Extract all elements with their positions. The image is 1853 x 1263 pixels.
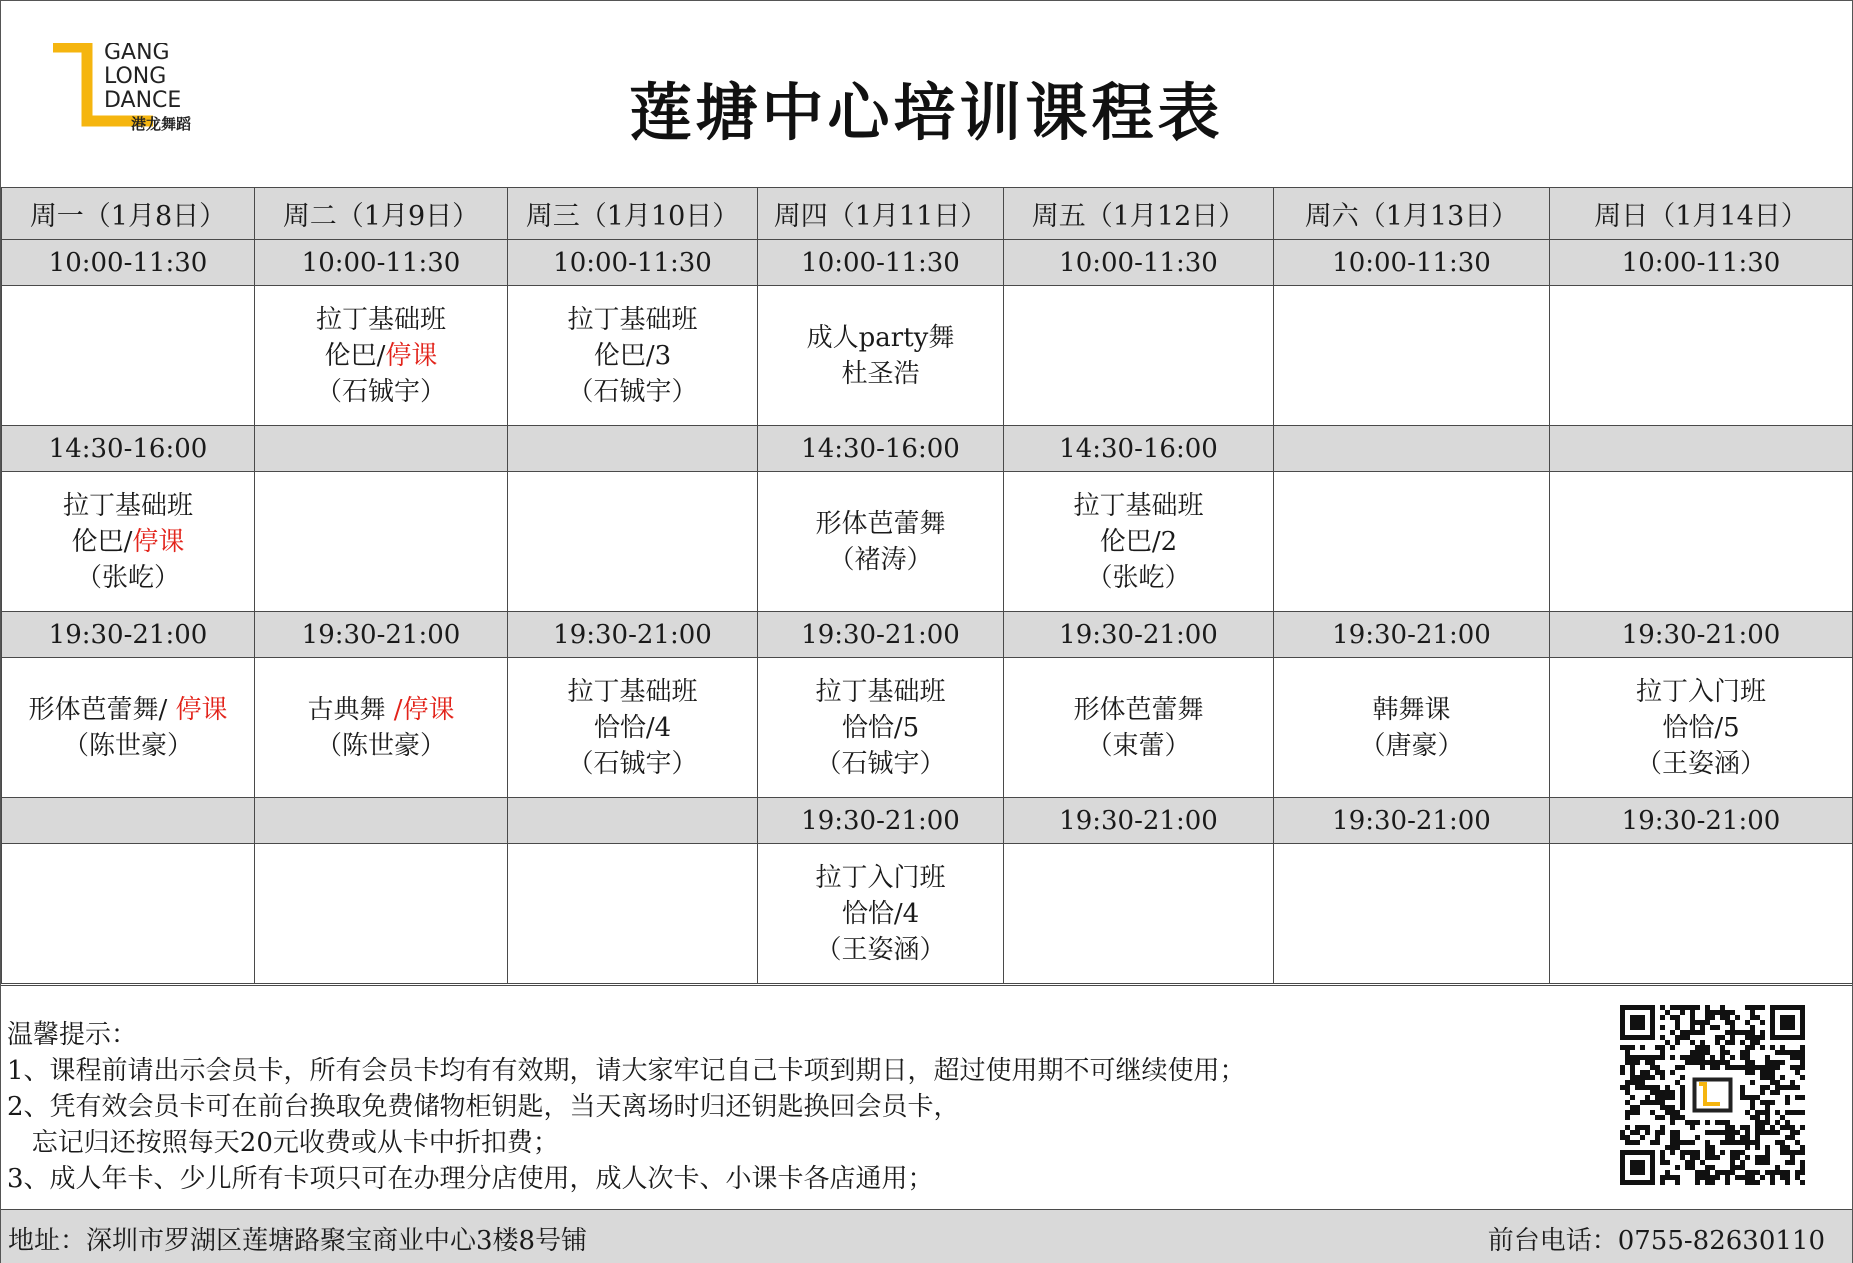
class-cell <box>2 286 255 426</box>
class-text: （陈世豪） <box>315 730 446 761</box>
time-slot-row <box>2 426 1853 472</box>
class-line <box>758 542 1003 578</box>
class-text: （褚涛） <box>828 544 933 575</box>
time-slot: 14:30-16:00 <box>1004 426 1274 472</box>
class-cell <box>255 472 508 612</box>
class-text: 形体芭蕾舞 <box>815 508 946 539</box>
class-text: 拉丁基础班 <box>315 304 446 335</box>
class-text: （陈世豪） <box>62 730 193 761</box>
time-slot <box>2 798 255 844</box>
class-cell <box>758 844 1004 984</box>
class-row <box>2 844 1853 984</box>
time-slot <box>508 426 758 472</box>
note-line: 2、凭有效会员卡可在前台换取免费储物柜钥匙，当天离场时归还钥匙换回会员卡， <box>7 1092 960 1122</box>
time-slot: 19:30-21:00 <box>2 612 255 658</box>
class-line <box>758 860 1003 896</box>
class-text: 恰恰/4 <box>841 898 920 929</box>
time-slot: 19:30-21:00 <box>758 612 1004 658</box>
time-slot: 19:30-21:00 <box>508 612 758 658</box>
class-line <box>508 374 757 410</box>
class-line <box>2 524 254 560</box>
class-text: 拉丁入门班 <box>815 862 946 893</box>
time-slot: 10:00-11:30 <box>758 240 1004 286</box>
class-cell <box>2 658 255 798</box>
class-cell <box>1004 472 1274 612</box>
class-line <box>1004 524 1273 560</box>
notes-section <box>1 985 1852 1210</box>
class-text: （石铖宇） <box>815 748 946 779</box>
class-line <box>2 560 254 596</box>
logo-word-1: GANG <box>104 43 170 65</box>
time-slot <box>255 426 508 472</box>
class-cell <box>1550 472 1853 612</box>
class-line <box>758 746 1003 782</box>
footer <box>1 1209 1852 1263</box>
class-line <box>758 896 1003 932</box>
page-title: 莲塘中心培训课程表 <box>629 76 1224 149</box>
class-line <box>758 932 1003 968</box>
class-line <box>1274 692 1549 728</box>
class-line <box>508 674 757 710</box>
note-line: 3、成人年卡、少儿所有卡项只可在办理分店使用，成人次卡、小课卡各店通用； <box>7 1164 934 1194</box>
class-text: 伦巴/2 <box>1099 526 1178 557</box>
class-cell <box>1274 286 1550 426</box>
class-cell <box>1550 286 1853 426</box>
class-line <box>1004 692 1273 728</box>
class-text: 恰恰/5 <box>1662 712 1740 743</box>
cancelled-label: /停课 <box>393 694 455 725</box>
class-cell <box>255 658 508 798</box>
time-slot: 10:00-11:30 <box>2 240 255 286</box>
class-cell <box>758 658 1004 798</box>
time-slot-row <box>2 798 1853 844</box>
day-header: 周四（1月11日） <box>758 188 1004 240</box>
logo-word-2: LONG <box>104 64 167 89</box>
class-text: 韩舞课 <box>1372 694 1451 725</box>
phone-number: 前台电话：0755-82630110 <box>1487 1226 1825 1256</box>
day-header: 周三（1月10日） <box>508 188 758 240</box>
class-line <box>1550 674 1852 710</box>
class-text: 拉丁基础班 <box>62 490 193 521</box>
class-cell <box>508 844 758 984</box>
class-line <box>508 746 757 782</box>
time-slot: 14:30-16:00 <box>2 426 255 472</box>
time-slot: 19:30-21:00 <box>255 612 508 658</box>
class-line <box>255 728 507 764</box>
class-text: 拉丁基础班 <box>815 676 946 707</box>
class-cell <box>758 286 1004 426</box>
class-cell <box>1274 844 1550 984</box>
time-slot: 10:00-11:30 <box>255 240 508 286</box>
class-text: （王姿涵） <box>1635 748 1766 779</box>
class-cell <box>1004 844 1274 984</box>
day-header: 周一（1月8日） <box>2 188 255 240</box>
time-slot <box>255 798 508 844</box>
class-text: （石铖宇） <box>567 748 698 779</box>
class-text: （张屹） <box>1086 562 1191 593</box>
class-cell <box>1274 472 1550 612</box>
time-slot: 19:30-21:00 <box>1274 798 1550 844</box>
class-line <box>758 320 1003 356</box>
day-header-row <box>2 188 1853 240</box>
class-line <box>1004 560 1273 596</box>
class-line <box>508 338 757 374</box>
day-header: 周五（1月12日） <box>1004 188 1274 240</box>
cancelled-label: 停课 <box>175 694 228 725</box>
class-cell <box>255 844 508 984</box>
time-slot <box>1550 426 1853 472</box>
class-line <box>508 302 757 338</box>
class-line <box>2 728 254 764</box>
class-text: 古典舞 <box>307 694 394 725</box>
class-line <box>1550 710 1852 746</box>
class-row <box>2 286 1853 426</box>
class-text: 形体芭蕾舞 <box>1073 694 1204 725</box>
day-header: 周日（1月14日） <box>1550 188 1853 240</box>
class-text: 成人party舞 <box>806 322 955 353</box>
class-text: （石铖宇） <box>315 376 446 407</box>
class-text: （束蕾） <box>1086 730 1191 761</box>
class-line <box>255 374 507 410</box>
class-line <box>1004 728 1273 764</box>
logo-word-3: DANCE <box>104 88 182 113</box>
class-text: 恰恰/4 <box>593 712 672 743</box>
class-row <box>2 472 1853 612</box>
time-slot: 19:30-21:00 <box>1274 612 1550 658</box>
time-slot: 19:30-21:00 <box>1004 798 1274 844</box>
class-line <box>758 506 1003 542</box>
class-text: 形体芭蕾舞/ <box>28 694 176 725</box>
note-line: 忘记归还按照每天20元收费或从卡中折扣费； <box>7 1128 559 1158</box>
class-cell <box>1004 286 1274 426</box>
class-line <box>2 488 254 524</box>
class-line <box>255 692 507 728</box>
time-slot: 10:00-11:30 <box>1550 240 1853 286</box>
class-line <box>255 338 507 374</box>
class-line <box>758 710 1003 746</box>
class-line <box>255 302 507 338</box>
cancelled-label: 停课 <box>132 526 185 557</box>
class-text: （王姿涵） <box>815 934 946 965</box>
address: 地址：深圳市罗湖区莲塘路聚宝商业中心3楼8号铺 <box>8 1226 588 1256</box>
class-text: 拉丁基础班 <box>567 304 698 335</box>
time-slot: 19:30-21:00 <box>1550 612 1853 658</box>
time-slot: 14:30-16:00 <box>758 426 1004 472</box>
class-line <box>758 356 1003 392</box>
class-text: 伦巴/ <box>324 340 386 371</box>
class-line <box>1274 728 1549 764</box>
class-text: 伦巴/ <box>71 526 133 557</box>
class-cell <box>255 286 508 426</box>
class-text: （石铖宇） <box>567 376 698 407</box>
class-line <box>2 692 254 728</box>
class-line <box>1550 746 1852 782</box>
header <box>1 1 1852 187</box>
time-slot: 10:00-11:30 <box>1274 240 1550 286</box>
class-cell <box>508 658 758 798</box>
class-text: 伦巴/3 <box>593 340 672 371</box>
day-header: 周二（1月9日） <box>255 188 508 240</box>
class-cell <box>758 472 1004 612</box>
time-slot-row <box>2 240 1853 286</box>
time-slot <box>1274 426 1550 472</box>
class-cell <box>508 472 758 612</box>
class-line <box>758 674 1003 710</box>
note-line: 1、课程前请出示会员卡，所有会员卡均有有效期，请大家牢记自己卡项到期日，超过使用期不可继续使用； <box>7 1056 1246 1086</box>
time-slot: 10:00-11:30 <box>508 240 758 286</box>
class-line <box>508 710 757 746</box>
class-cell <box>1004 658 1274 798</box>
time-slot: 19:30-21:00 <box>1004 612 1274 658</box>
time-slot: 10:00-11:30 <box>1004 240 1274 286</box>
class-cell <box>1550 844 1853 984</box>
class-text: 杜圣浩 <box>841 358 920 389</box>
class-text: 拉丁基础班 <box>567 676 698 707</box>
class-text: （张屹） <box>75 562 180 593</box>
class-cell <box>2 844 255 984</box>
schedule-table <box>1 187 1852 984</box>
time-slot <box>508 798 758 844</box>
class-text: 恰恰/5 <box>841 712 920 743</box>
class-cell <box>1274 658 1550 798</box>
class-row <box>2 658 1853 798</box>
qr-code <box>1620 1005 1805 1185</box>
cancelled-label: 停课 <box>385 340 438 371</box>
class-cell <box>508 286 758 426</box>
logo-cn: 港龙舞蹈 <box>131 115 192 133</box>
class-text: 拉丁入门班 <box>1635 676 1766 707</box>
class-line <box>1004 488 1273 524</box>
class-text: （唐豪） <box>1359 730 1464 761</box>
day-header: 周六（1月13日） <box>1274 188 1550 240</box>
class-cell <box>2 472 255 612</box>
class-cell <box>1550 658 1853 798</box>
time-slot: 19:30-21:00 <box>1550 798 1853 844</box>
time-slot-row <box>2 612 1853 658</box>
notes-heading: 温馨提示： <box>7 1020 138 1050</box>
class-text: 拉丁基础班 <box>1073 490 1204 521</box>
time-slot: 19:30-21:00 <box>758 798 1004 844</box>
